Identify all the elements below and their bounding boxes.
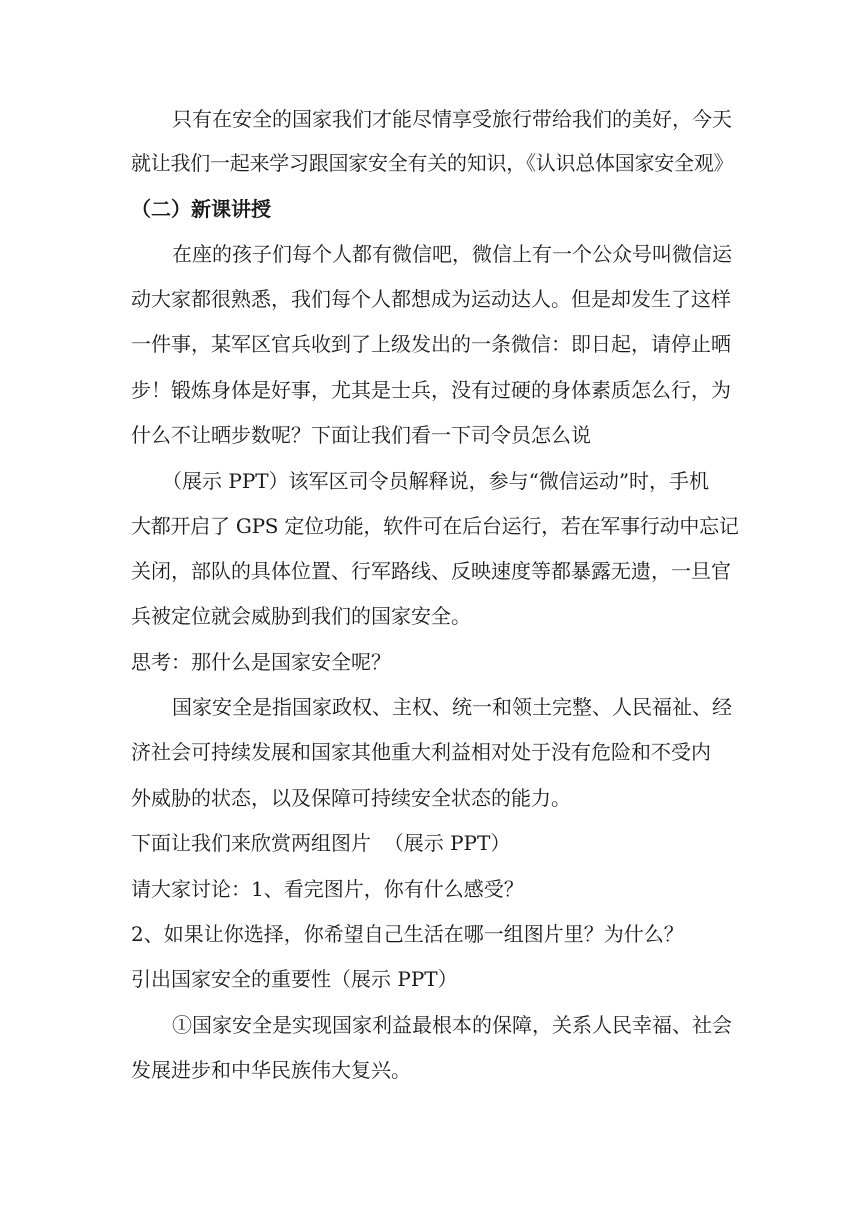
paragraph-line [0,734,860,770]
text-line: 动大家都很熟悉，我们每个人都想成为运动达人。但是却发生了这样 [131,287,731,311]
text-line: 在座的孩子们每个人都有微信吧，微信上有一个公众号叫微信运 [172,242,732,266]
text-line: 济社会可持续发展和国家其他重大利益相对处于没有危险和不受内 [131,740,711,764]
paragraph-line [0,598,860,634]
text-line: 步！锻炼身体是好事，尤其是士兵，没有过硬的身体素质怎么行，为 [131,378,731,402]
paragraph-line [0,372,860,408]
paragraph-line [0,417,860,453]
paragraph-line [0,825,860,861]
paragraph-line [0,553,860,589]
paragraph-line [0,644,860,680]
text-line: 引出国家安全的重要性（展示 PPT） [131,967,458,991]
text-line: 思考：那什么是国家安全呢？ [131,650,391,674]
text-line: 大都开启了 GPS 定位功能，软件可在后台运行，若在军事行动中忘记 [131,514,739,538]
text-line: 只有在安全的国家我们才能尽情享受旅行带给我们的美好，今天 [172,107,732,131]
text-line: 一件事，某军区官兵收到了上级发出的一条微信：即日起，请停止晒 [131,332,731,356]
text-line: 什么不让晒步数呢？下面让我们看一下司令员怎么说 [131,423,591,447]
paragraph-line [0,1007,860,1043]
text-line: 兵被定位就会威胁到我们的国家安全。 [131,604,471,628]
paragraph-line [0,101,860,137]
paragraph-line [0,1052,860,1088]
paragraph-line [0,916,860,952]
paragraph-line [0,463,860,499]
paragraph-line [0,871,860,907]
text-line: 2、如果让你选择，你希望自己生活在哪一组图片里？为什么？ [131,922,684,946]
paragraph-line [0,145,860,181]
paragraph-line [0,780,860,816]
text-line: 下面让我们来欣赏两组图片 （展示 PPT） [131,831,511,855]
text-line: 国家安全是指国家政权、主权、统一和领土完整、人民福祉、经 [172,695,732,719]
paragraph-line [0,961,860,997]
text-line: 关闭，部队的具体位置、行军路线、反映速度等都暴露无遗，一旦官 [131,559,731,583]
text-line: 请大家讨论：1、看完图片，你有什么感受？ [131,877,524,901]
paragraph-line [0,508,860,544]
paragraph-line [0,236,860,272]
paragraph-line [0,326,860,362]
text-line: 外威胁的状态，以及保障可持续安全状态的能力。 [131,786,571,810]
section-heading-text: （二）新课讲授 [131,197,271,221]
text-line: 就让我们一起来学习跟国家安全有关的知识，《认识总体国家安全观》 [131,151,734,175]
paragraph-line [0,689,860,725]
paragraph-line [0,281,860,317]
text-line: 发展进步和中华民族伟大复兴。 [131,1058,411,1082]
text-line: ①国家安全是实现国家利益最根本的保障，关系人民幸福、社会 [172,1013,732,1037]
text-line: （展示 PPT）该军区司令员解释说，参与“微信运动”时，手机 [162,469,710,493]
section-heading [0,191,860,227]
